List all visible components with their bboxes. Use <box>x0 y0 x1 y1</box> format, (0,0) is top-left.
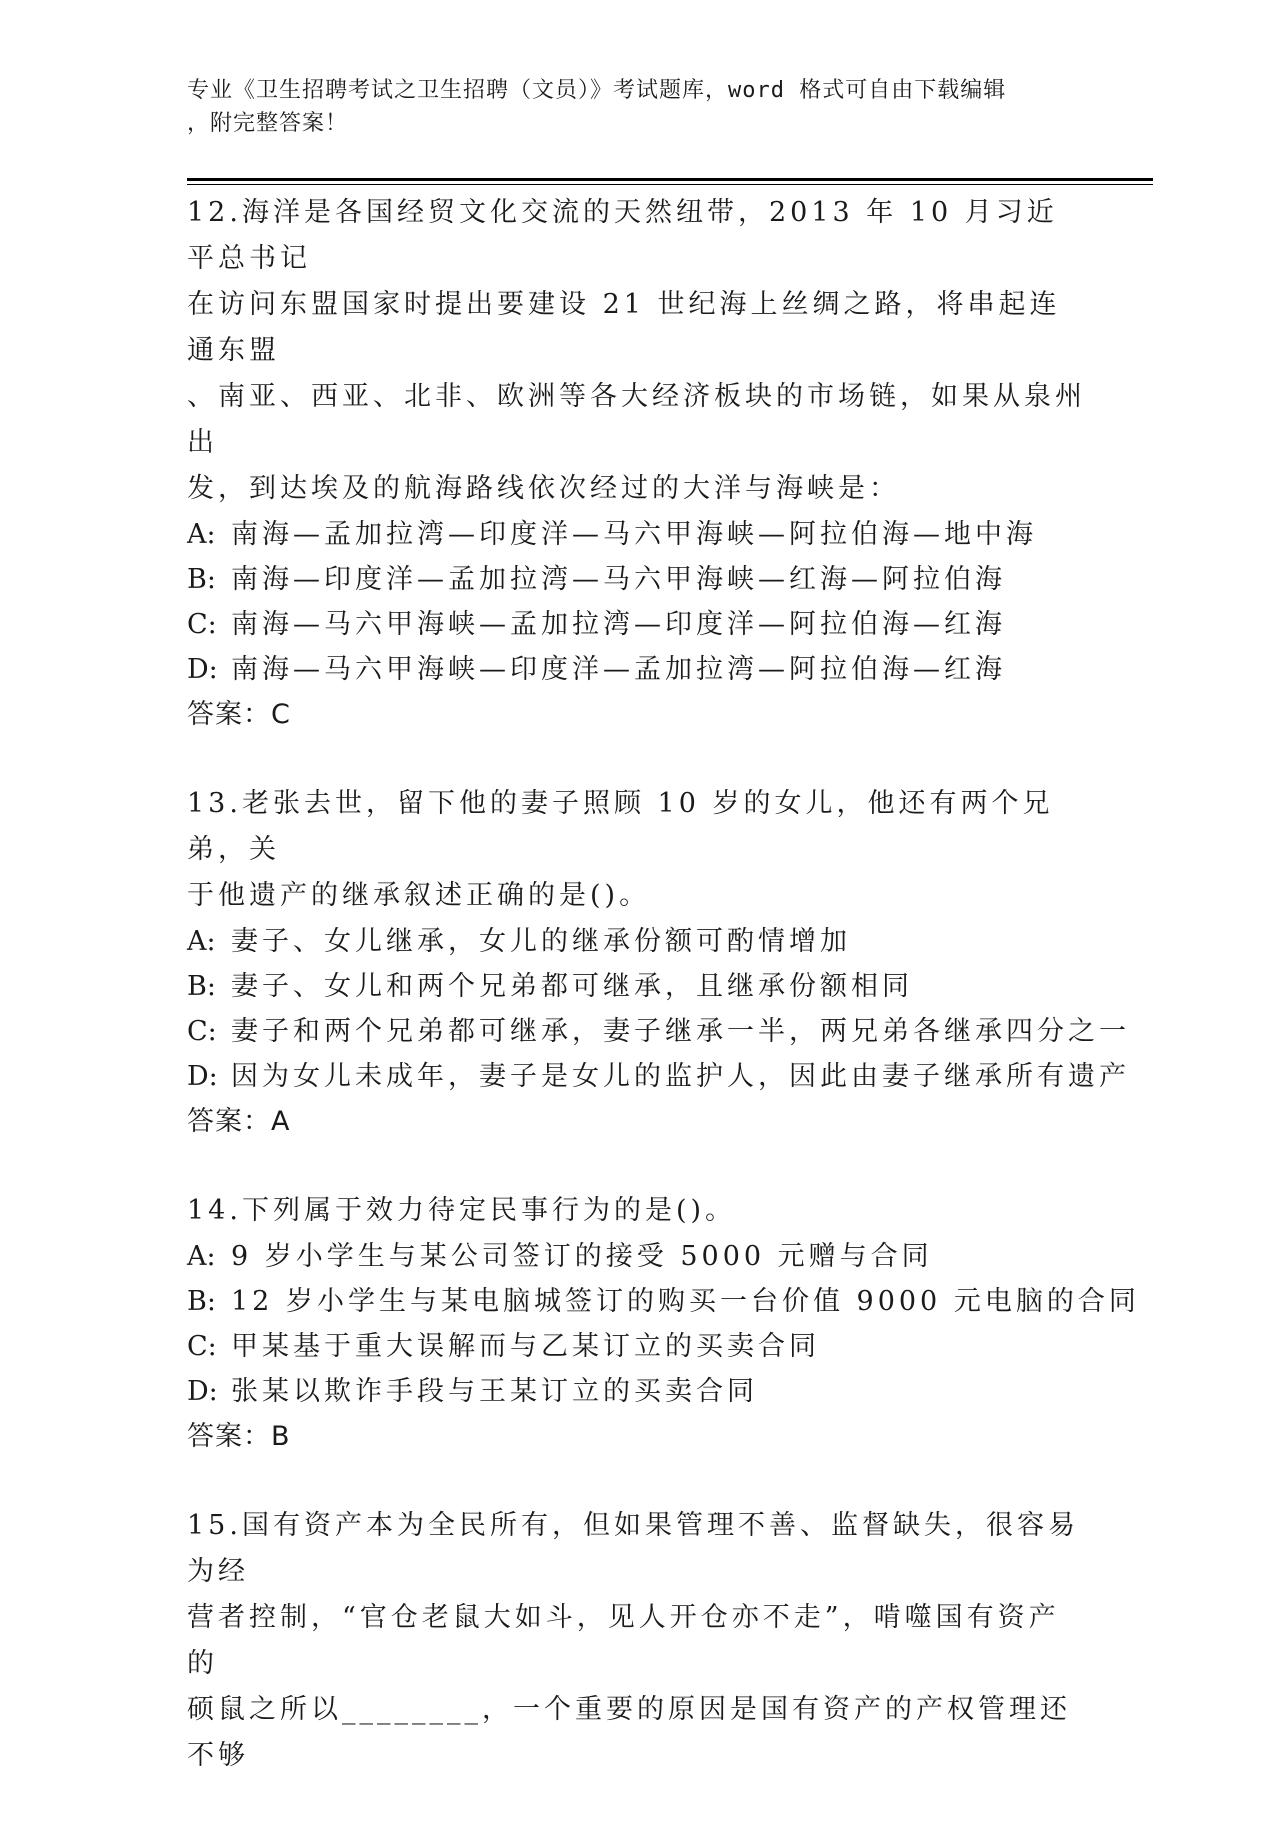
option-letter: C: <box>187 1016 217 1047</box>
question-list <box>187 190 1140 1822</box>
stem-line: 13.老张去世，留下他的妻子照顾 10 岁的女儿，他还有两个兄弟，关 <box>187 788 1054 865</box>
option-a <box>187 1234 1087 1279</box>
option-letter: B: <box>187 971 216 1002</box>
stem-line: 营者控制，“官仓老鼠大如斗，见人开仓亦不走”，啃噬国有资产的 <box>187 1602 1060 1679</box>
stem-line: 15.国有资产本为全民所有，但如果管理不善、监督缺失，很容易为经 <box>187 1510 1079 1587</box>
answer-line: 答案：B <box>187 1421 291 1452</box>
stem-line: 硕鼠之所以________，一个重要的原因是国有资产的产权管理还不够 <box>187 1694 1071 1771</box>
option-text: 9 岁小学生与某公司签订的接受 5000 元赠与合同 <box>231 1241 933 1272</box>
option-text: 南海—马六甲海峡—印度洋—孟加拉湾—阿拉伯海—红海 <box>231 654 1006 685</box>
option-text: 南海—印度洋—孟加拉湾—马六甲海峡—红海—阿拉伯海 <box>231 564 1006 595</box>
question-stem <box>187 1503 1087 1779</box>
option-text: 因为女儿未成年，妻子是女儿的监护人，因此由妻子继承所有遗产 <box>231 1061 1130 1092</box>
option-letter: C: <box>187 609 217 640</box>
question-stem <box>187 781 1087 919</box>
question-15 <box>187 1503 1087 1779</box>
stem-line: 发，到达埃及的航海路线依次经过的大洋与海峡是： <box>187 473 900 504</box>
header-line-2: ，附完整答案！ <box>187 111 349 136</box>
option-b <box>187 1279 1140 1324</box>
option-letter: D: <box>187 654 218 685</box>
option-letter: A: <box>187 926 216 957</box>
header-divider-thin <box>187 184 1153 185</box>
option-text: 张某以欺诈手段与王某订立的买卖合同 <box>231 1376 758 1407</box>
stem-line: 于他遗产的继承叙述正确的是()。 <box>187 880 651 911</box>
option-d <box>187 647 1087 692</box>
option-letter: B: <box>187 1286 216 1317</box>
question-12 <box>187 190 1087 738</box>
option-d <box>187 1369 1087 1414</box>
header-divider-thick <box>187 178 1153 181</box>
answer-line: 答案：C <box>187 699 291 730</box>
option-letter: B: <box>187 564 216 595</box>
question-13 <box>187 781 1130 1145</box>
option-b <box>187 557 1087 602</box>
answer-line: 答案：A <box>187 1106 291 1137</box>
option-letter: A: <box>187 519 216 550</box>
option-text: 妻子、女儿和两个兄弟都可继承，且继承份额相同 <box>231 971 913 1002</box>
option-text: 妻子、女儿继承，女儿的继承份额可酌情增加 <box>231 926 851 957</box>
question-stem <box>187 1188 1087 1234</box>
option-d <box>187 1054 1130 1099</box>
option-text: 12 岁小学生与某电脑城签订的购买一台价值 9000 元电脑的合同 <box>231 1286 1140 1317</box>
document-header <box>187 74 1067 140</box>
question-14 <box>187 1188 1140 1460</box>
option-c <box>187 602 1087 647</box>
option-a <box>187 919 1087 964</box>
header-line-1: 专业《卫生招聘考试之卫生招聘（文员）》考试题库，word 格式可自由下载编辑 <box>187 78 1007 103</box>
option-letter: D: <box>187 1061 218 1092</box>
question-stem <box>187 190 1087 512</box>
option-letter: D: <box>187 1376 218 1407</box>
stem-line: 12.海洋是各国经贸文化交流的天然纽带，2013 年 10 月习近平总书记 <box>187 197 1058 274</box>
option-letter: C: <box>187 1331 217 1362</box>
stem-line: 14.下列属于效力待定民事行为的是()。 <box>187 1195 737 1226</box>
option-b <box>187 964 1087 1009</box>
option-text: 南海—马六甲海峡—孟加拉湾—印度洋—阿拉伯海—红海 <box>231 609 1006 640</box>
option-text: 南海—孟加拉湾—印度洋—马六甲海峡—阿拉伯海—地中海 <box>231 519 1037 550</box>
option-text: 妻子和两个兄弟都可继承，妻子继承一半，两兄弟各继承四分之一 <box>231 1016 1130 1047</box>
stem-line: 、南亚、西亚、北非、欧洲等各大经济板块的市场链，如果从泉州出 <box>187 381 1086 458</box>
stem-line: 在访问东盟国家时提出要建设 21 世纪海上丝绸之路，将串起连通东盟 <box>187 289 1061 366</box>
option-letter: A: <box>187 1241 216 1272</box>
option-c <box>187 1009 1130 1054</box>
option-a <box>187 512 1087 557</box>
option-c <box>187 1324 1087 1369</box>
option-text: 甲某基于重大误解而与乙某订立的买卖合同 <box>231 1331 820 1362</box>
